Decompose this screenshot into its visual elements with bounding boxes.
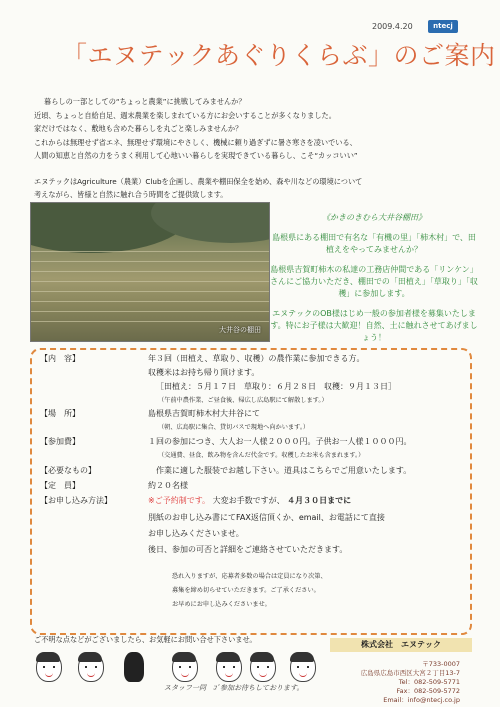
detail-label: 【場 所】 [40, 409, 80, 418]
staff-face-illustration [250, 652, 276, 682]
postal-code: 〒733-0007 [422, 660, 460, 668]
application-text: お申し込みくださいませ。 [148, 529, 244, 538]
staff-face-illustration [78, 652, 104, 682]
staff-face-illustration [36, 652, 62, 682]
intro-line: 近頃、ちょっと自給自足、週末農業を楽しまれている方にお会いすることが多くなりました。 [34, 110, 336, 120]
application-text: 大変お手数ですが、 [212, 496, 285, 505]
company-address [330, 660, 460, 705]
detail-value: 島根県吉賀町柿木村大井谷にて [148, 409, 260, 418]
intro-line: 暮らしの一部としての“ちょっと農業”に挑戦してみませんか？ [44, 97, 246, 106]
staff-illustrations [32, 646, 332, 704]
club-description [34, 175, 474, 201]
intro-text [34, 95, 474, 163]
rice-terrace-photo [30, 202, 270, 342]
detail-note: （午前中農作業、ご昼食後、帰広し広島駅にて解散します。） [158, 397, 328, 404]
intro-line: 家だけではなく、敷地も含めた暮らしを丸ごと楽しみませんか？ [34, 124, 243, 133]
detail-note: （朝、広島駅に集合、貸切バスで現地へ向かいます。） [158, 424, 310, 431]
closing-note: お早めにお申し込みくださいませ。 [172, 601, 271, 608]
detail-capacity [40, 480, 188, 492]
staff-face-illustration [172, 652, 198, 682]
application-text: 別紙のお申し込み書にてFAX返信頂くか、email、お電話にて直接 [148, 513, 385, 522]
detail-value: 年３回（田植え、草取り、収穫）の農作業に参加できる方。 [148, 354, 365, 363]
detail-label: 【お申し込み方法】 [40, 496, 112, 505]
intro2-line: 考えながら、皆様と自然に触れ合う時間をご提供致します。 [34, 190, 228, 199]
terrace-heading: 《かきのきむら大井谷棚田》 [322, 213, 426, 222]
application-line [148, 495, 351, 507]
terrace-paragraph: 島根県にある棚田で有名な「有機の里」「柿木村」で、田植えをやってみませんか？ [272, 233, 476, 254]
company-logo: ntecj [428, 20, 458, 33]
terrace-paragraph: 島根県吉賀町柿木の私達の工務店仲間である「リンケン」さんにご協力いただき、棚田での「田植え」「草取り」「収穫」に参加します。 [270, 265, 478, 298]
detail-label: 【内 容】 [40, 354, 80, 363]
detail-note: （交通費、昼食、飲み物を含んだ代金です。収穫したお米も含まれます。） [158, 452, 365, 459]
reservation-note: ※ご予約制です。 [148, 496, 211, 505]
contact-note: ご不明な点などがございましたら、お気軽にお問い合せ下さいませ。 [34, 635, 257, 644]
photo-caption: 大井谷の棚田 [219, 326, 261, 334]
staff-face-illustration [290, 652, 316, 682]
phone-number: Tel：082-509-5771 [398, 678, 460, 686]
schedule: ［田植え：５月１７日 草取り：６月２８日 収穫：９月１３日］ [156, 382, 396, 391]
detail-content [40, 353, 365, 365]
detail-label: 【定 員】 [40, 481, 80, 490]
detail-value: 作業に適した服装でお越し下さい。道具はこちらでご用意いたします。 [156, 466, 412, 475]
detail-fee [40, 436, 412, 448]
detail-label: 【参加費】 [40, 437, 80, 446]
company-name: 株式会社 エヌテック [330, 638, 472, 652]
detail-application [40, 495, 352, 507]
application-text: 後日、参加の可否と詳細をご連絡させていただきます。 [148, 545, 348, 554]
intro-line: これからは無理せず省エネ、無理せず環境にやさしく、機械に頼り過ぎずに暑さ寒さを凌いでいる、 [34, 137, 357, 147]
detail-value: 収穫米はお持ち帰り頂けます。 [148, 368, 260, 377]
detail-value: １回の参加につき、大人お一人様２０００円。子供お一人様１０００円。 [148, 437, 412, 446]
street-address: 広島県広島市西区大宮２丁目13-7 [360, 669, 460, 677]
detail-location [40, 408, 260, 420]
intro-line: 人間の知恵と自然の力をうまく利用して心地いい暮らしを実現できている暮らし、こそ“カッコいい” [34, 151, 358, 160]
terrace-info [270, 212, 478, 352]
closing-note: 恐れ入りますが、応募者多数の場合は定員になり次第、 [172, 573, 327, 580]
staff-face-illustration [216, 652, 242, 682]
page-title: 「エヌテックあぐりくらぶ」のご案内 [62, 41, 496, 70]
detail-label: 【必要なもの】 [40, 466, 96, 475]
detail-items [40, 465, 412, 477]
detail-value: 約２０名様 [148, 481, 188, 490]
fax-number: Fax：082-509-5772 [396, 687, 460, 695]
closing-note: 募集を締め切らせていただきます。ご了承ください。 [172, 587, 320, 594]
application-deadline: ４月３０日までに [287, 496, 352, 505]
email-address: Email：info@ntecj.co.jp [383, 696, 460, 704]
cat-illustration [124, 652, 144, 682]
staff-message: スタッフ一同 ｺﾞ参加お待ちしております。 [164, 684, 304, 692]
intro2-line: エヌテックはAgriculture（農業）Clubを企画し、農業や棚田保全を始め、森や川などの環境について [34, 177, 363, 186]
issue-date: 2009.4.20 [372, 22, 413, 31]
terrace-paragraph: エヌテックのOB様はじめ一般の参加者様を募集いたします。特にお子様は大歓迎！自然、土に触れさせてあげましょう！ [270, 309, 478, 342]
